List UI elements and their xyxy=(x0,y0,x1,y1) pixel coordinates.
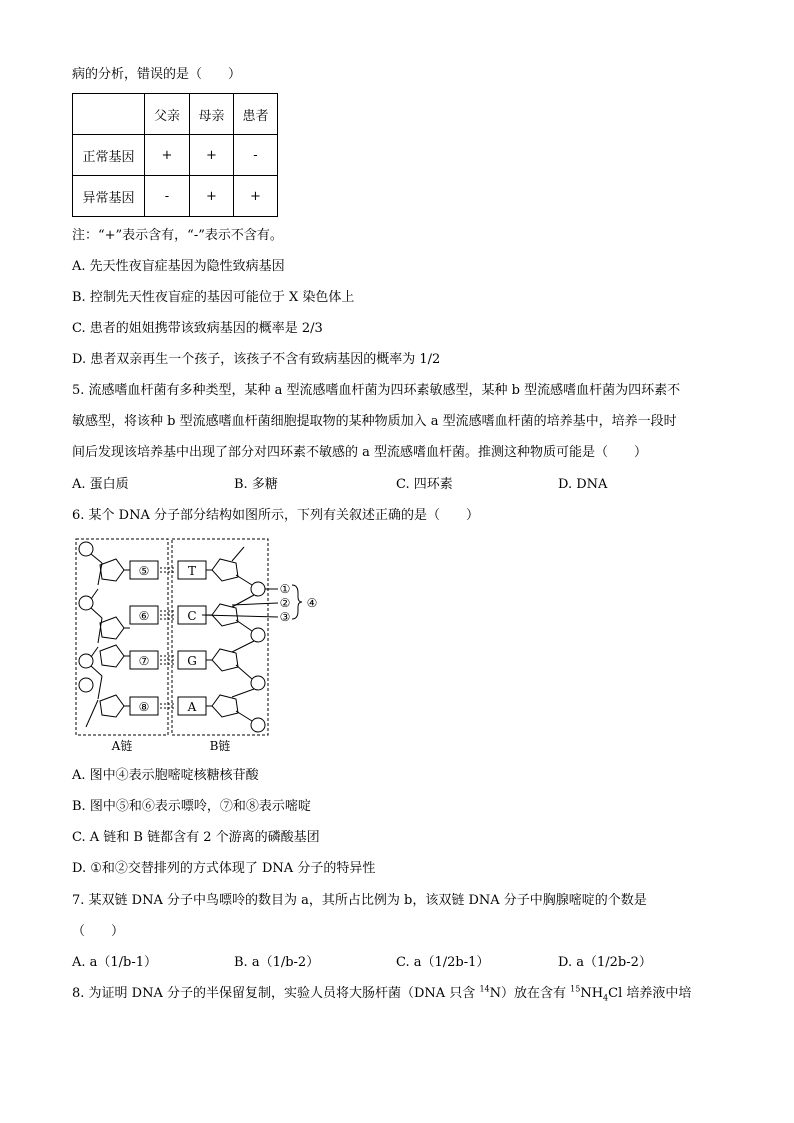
base-label: G xyxy=(187,654,197,668)
q4-option-b: B. 控制先天性夜盲症的基因可能位于 X 染色体上 xyxy=(72,290,355,305)
table-header-row xyxy=(73,94,278,135)
q4-stem-tail: 病的分析，错误的是（ ） xyxy=(72,67,242,82)
base-label: ⑧ xyxy=(138,700,150,714)
q7-stem: 7. 某双链 DNA 分子中鸟嘌呤的数目为 a，其所占比例为 b，该双链 DNA 分子中胸腺嘧啶的个数是 xyxy=(72,893,647,908)
deoxyribose xyxy=(100,617,124,639)
q6-option-a: A. 图中④表示胞嘧啶核糖核苷酸 xyxy=(72,768,259,783)
table-cell: + xyxy=(145,135,190,176)
q7-option-b: B. a（1/b-2） xyxy=(234,955,320,970)
table-cell: - xyxy=(234,135,278,176)
q6-option-c: C. A 链和 B 链都含有 2 个游离的磷酸基团 xyxy=(72,830,320,845)
q4-option-a: A. 先天性夜盲症基因为隐性致病基因 xyxy=(72,259,285,274)
deoxyribose xyxy=(212,559,238,581)
chain-b-box xyxy=(172,539,268,735)
deoxyribose xyxy=(212,695,238,717)
q6-option-d: D. ①和②交替排列的方式体现了 DNA 分子的特异性 xyxy=(72,861,376,876)
table-header-cell: 患者 xyxy=(234,94,278,135)
genotype-table xyxy=(72,93,278,217)
base-label: ⑥ xyxy=(138,609,150,623)
deoxyribose xyxy=(100,645,124,667)
base-label: A xyxy=(187,700,197,714)
phosphate xyxy=(251,718,265,732)
table-row-label: 异常基因 xyxy=(73,176,145,217)
callout-label: ① xyxy=(279,582,291,596)
q7-option-c: C. a（1/2b-1） xyxy=(396,955,490,970)
q7-paren: （ ） xyxy=(72,924,125,939)
deoxyribose xyxy=(100,695,124,717)
q8-superscript: 15 xyxy=(570,984,581,994)
base-label: ⑤ xyxy=(138,564,150,578)
q5-stem-line-3: 间后发现该培养基中出现了部分对四环素不敏感的 a 型流感嗜血杆菌。推测这种物质可能是（ ） xyxy=(72,445,648,460)
q5-stem-line-2: 敏感型，将该种 b 型流感嗜血杆菌细胞提取物的某种物质加入 a 型流感嗜血杆菌的培养基中，培养一段时 xyxy=(72,414,677,429)
q7-option-a: A. a（1/b-1） xyxy=(72,955,158,970)
q8-stem xyxy=(72,985,691,1003)
table-row xyxy=(73,135,278,176)
q5-option-d: D. DNA xyxy=(558,477,608,492)
q8-text: Cl 培养液中培 xyxy=(608,986,692,1001)
table-cell: - xyxy=(145,176,190,217)
q8-subscript: 4 xyxy=(603,993,609,1003)
base-label: T xyxy=(187,564,197,578)
q8-text: NH xyxy=(580,986,604,1001)
q8-text: N）放在含有 xyxy=(489,986,571,1001)
table-cell: + xyxy=(190,135,234,176)
phosphate xyxy=(251,628,265,642)
deoxyribose xyxy=(100,559,124,581)
chain-a-label: A链 xyxy=(111,739,133,753)
chain-a-box xyxy=(76,539,168,735)
phosphate xyxy=(79,654,93,668)
table-row xyxy=(73,176,278,217)
phosphate xyxy=(79,542,93,556)
q8-superscript: 14 xyxy=(479,984,490,994)
chain-b-label: B链 xyxy=(209,739,231,753)
callout-label: ④ xyxy=(306,596,318,610)
deoxyribose xyxy=(212,649,238,671)
q6-stem: 6. 某个 DNA 分子部分结构如图所示，下列有关叙述正确的是（ ） xyxy=(72,508,479,523)
phosphate xyxy=(79,596,93,610)
base-label: ⑦ xyxy=(138,654,150,668)
q8-text: 8. 为证明 DNA 分子的半保留复制，实验人员将大肠杆菌（DNA 只含 xyxy=(72,986,480,1001)
base-label: C xyxy=(187,609,197,623)
q6-option-b: B. 图中⑤和⑥表示嘌呤，⑦和⑧表示嘧啶 xyxy=(72,799,311,814)
q5-option-b: B. 多糖 xyxy=(234,477,278,492)
q4-option-d: D. 患者双亲再生一个孩子，该孩子不含有致病基因的概率为 1/2 xyxy=(72,352,441,367)
table-row-label: 正常基因 xyxy=(73,135,145,176)
callout-label: ② xyxy=(279,596,291,610)
callout-label: ③ xyxy=(279,610,291,624)
q5-option-c: C. 四环素 xyxy=(396,477,453,492)
q5-option-a: A. 蛋白质 xyxy=(72,477,129,492)
phosphate xyxy=(251,582,265,596)
table-cell: + xyxy=(234,176,278,217)
q4-option-c: C. 患者的姐姐携带该致病基因的概率是 2/3 xyxy=(72,321,323,336)
table-cell: + xyxy=(190,176,234,217)
table-header-cell: 父亲 xyxy=(145,94,190,135)
q7-option-d: D. a（1/2b-2） xyxy=(558,955,652,970)
phosphate xyxy=(79,678,93,692)
table-header-cell: 母亲 xyxy=(190,94,234,135)
q5-stem-line-1: 5. 流感嗜血杆菌有多种类型，某种 a 型流感嗜血杆菌为四环素敏感型，某种 b 型流感嗜血杆菌为四环素不 xyxy=(72,383,681,398)
phosphate xyxy=(251,676,265,690)
q4-note: 注：“+”表示含有，“-”表示不含有。 xyxy=(72,228,283,243)
dna-structure-diagram xyxy=(72,535,332,757)
table-header-cell xyxy=(73,94,145,135)
